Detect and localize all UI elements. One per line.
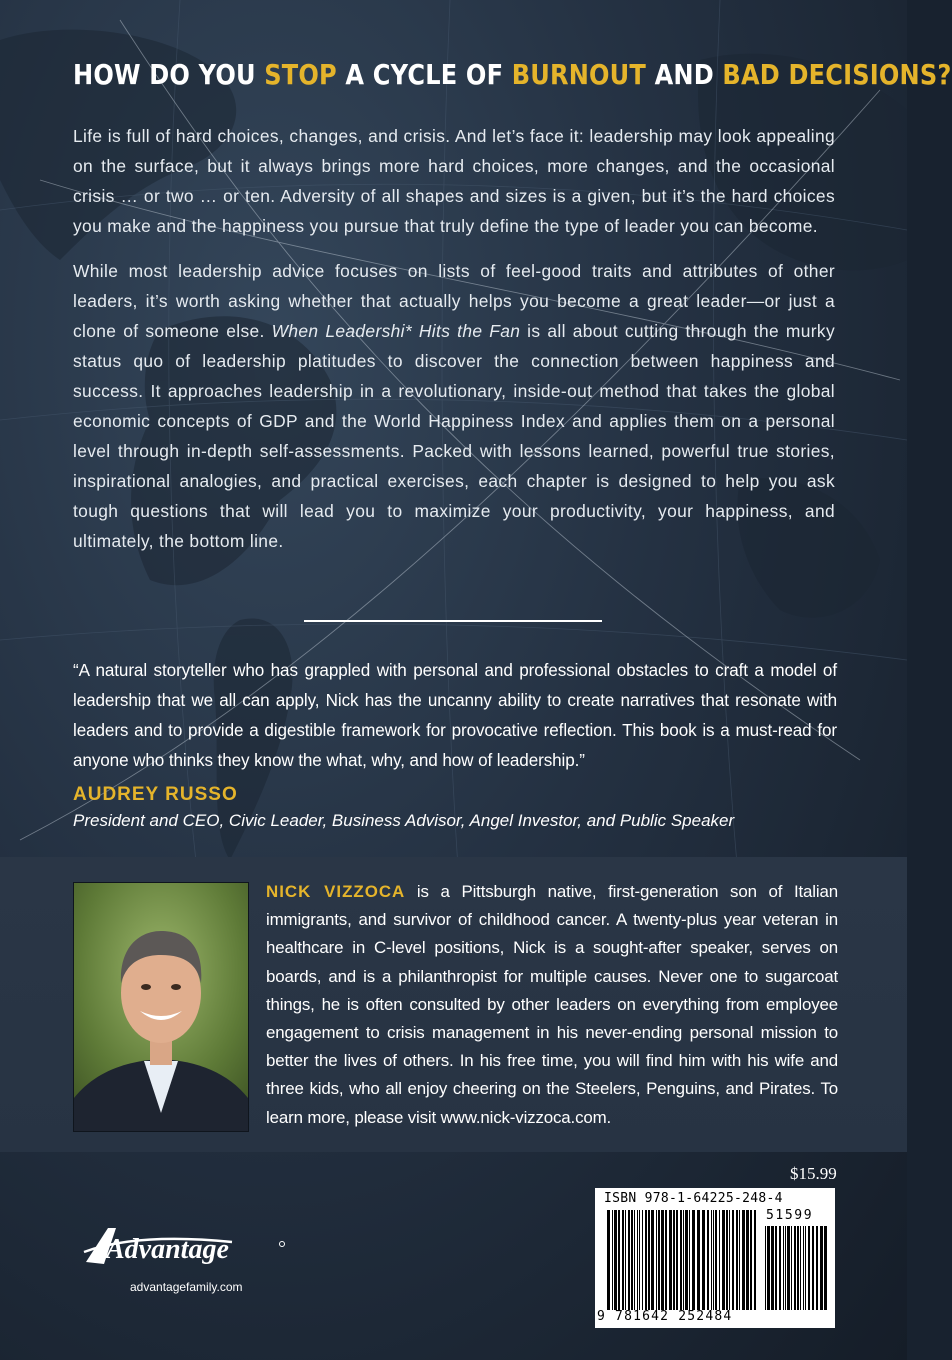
headline-highlight-burnout: BURNOUT xyxy=(511,58,647,91)
ean-digits: 9 781642 252484 xyxy=(597,1309,733,1324)
barcode-bar xyxy=(812,1226,814,1310)
addon-barcode-bars xyxy=(765,1226,831,1310)
description xyxy=(73,121,835,571)
barcode-bar xyxy=(715,1210,717,1310)
barcode-bar xyxy=(800,1226,801,1310)
barcode-bar xyxy=(661,1210,664,1310)
barcode-bar xyxy=(669,1210,672,1310)
barcode-bar xyxy=(742,1210,745,1310)
description-p2-end: is all about cutting through the murky status quo of leadership platitudes to discover the connection between happiness and success. It approaches leadership in a revolutionary, inside-out method that takes the global economic concepts of GDP and the World Happiness Index and applies them on a personal level through in-depth self-assessments. Packed with lessons learned, powerful true stories, inspirational analogies, and practical exercises, each chapter is designed to help you ask tough questions that will lead you to maximize your productivity, your happiness, and ultimately, the bottom line. xyxy=(73,321,835,551)
barcode-bar xyxy=(637,1210,638,1310)
barcode-bar xyxy=(820,1226,823,1310)
barcode-bar xyxy=(697,1210,700,1310)
barcode-bar xyxy=(754,1210,756,1310)
headline-part-3: AND xyxy=(646,58,723,91)
barcode-bar xyxy=(683,1210,684,1310)
isbn-text: ISBN 978-1-64225-248-4 xyxy=(604,1191,783,1206)
barcode-bar xyxy=(645,1210,647,1310)
book-title: When Leadershi* Hits the Fan xyxy=(271,321,521,341)
barcode-bar xyxy=(707,1210,709,1310)
barcode-bar xyxy=(702,1210,705,1310)
barcode-bar xyxy=(607,1210,610,1310)
barcode-bar xyxy=(651,1210,654,1310)
description-paragraph-1: Life is full of hard choices, changes, and crisis. And let’s face it: leadership may look appealing on the surface, but it always brings more hard choices, more changes, and the occasional crisis … or two … or ten. Adversity of all shapes and sizes is a given, but it’s the hard choices you make and the happiness you pursue that truly define the type of leader you can become. xyxy=(73,126,835,236)
barcode-bar xyxy=(676,1210,678,1310)
barcode-bar xyxy=(794,1226,796,1310)
author-bio xyxy=(266,878,838,1132)
barcode-bar xyxy=(665,1210,667,1310)
barcode-bar xyxy=(631,1210,633,1310)
barcode-bar xyxy=(783,1226,784,1310)
publisher-logo xyxy=(82,1222,292,1283)
barcode-bar xyxy=(791,1226,792,1310)
barcode-bar xyxy=(634,1210,635,1310)
testimonial-author: AUDREY RUSSO xyxy=(73,784,238,805)
divider xyxy=(304,620,602,622)
barcode-bar xyxy=(680,1210,682,1310)
barcode-bar xyxy=(803,1226,804,1310)
barcode-bar xyxy=(618,1210,620,1310)
barcode-bar xyxy=(689,1210,690,1310)
barcode-bar xyxy=(722,1210,725,1310)
barcode-bar xyxy=(785,1226,786,1310)
barcode-bar xyxy=(797,1226,799,1310)
headline-part-2: A CYCLE OF xyxy=(336,58,512,91)
barcode-bar xyxy=(775,1226,777,1310)
barcode-bar xyxy=(648,1210,650,1310)
barcode-bar xyxy=(729,1210,730,1310)
barcode-bar xyxy=(711,1210,712,1310)
testimonial-quote: “A natural storyteller who has grappled with personal and professional obstacles to craft a model of leadership that we all can apply, Nick has the uncanny ability to create narratives that resonate with leaders and to provide a digestible framework for provocative reflection. This book is a must-read for anyone who thinks they know the what, why, and how of leadership.” xyxy=(73,661,837,770)
description-p2-start: While most leadership advice focuses on lists of feel-good traits and attributes of other leaders, it’s worth asking whether that actually helps you become a great leader—or just a clone of someone else. xyxy=(73,261,835,341)
barcode-bar xyxy=(736,1210,738,1310)
barcode-bar xyxy=(612,1210,613,1310)
barcode-bar xyxy=(658,1210,660,1310)
barcode-bar xyxy=(625,1210,626,1310)
headline-part-1: HOW DO YOU xyxy=(73,58,265,91)
price: $15.99 xyxy=(790,1164,837,1183)
barcode-bar xyxy=(726,1210,728,1310)
author-photo xyxy=(73,882,249,1132)
barcode-bar xyxy=(765,1226,766,1310)
headline-highlight-bad-decisions: BAD DECISIONS? xyxy=(722,58,952,91)
barcode-bar xyxy=(719,1210,720,1310)
testimonial-author-title: President and CEO, Civic Leader, Business Advisor, Angel Investor, and Public Speaker xyxy=(73,811,735,830)
barcode-bar xyxy=(787,1226,790,1310)
barcode-bar xyxy=(713,1210,714,1310)
barcode-bar xyxy=(750,1210,752,1310)
barcode-bar xyxy=(622,1210,624,1310)
barcode-bar xyxy=(656,1210,657,1310)
barcode-bar xyxy=(673,1210,675,1310)
description-paragraph-2 xyxy=(73,256,835,556)
barcode-bar xyxy=(816,1226,818,1310)
ean-barcode-bars xyxy=(607,1210,757,1310)
barcode-bar xyxy=(805,1226,806,1310)
barcode-bar xyxy=(824,1226,827,1310)
isbn-barcode xyxy=(595,1188,835,1328)
barcode-bar xyxy=(685,1210,688,1310)
barcode-bar xyxy=(614,1210,617,1310)
barcode-bar xyxy=(642,1210,643,1310)
barcode-bar xyxy=(628,1210,630,1310)
publisher-logo-text: Advantage xyxy=(106,1234,229,1265)
barcode-bar xyxy=(779,1226,781,1310)
author-bio-text: is a Pittsburgh native, first-generation son of Italian immigrants, and survivor of childhood cancer. A twenty-plus year veteran in healthcare in C-level positions, Nick is a sought-after speaker, serves on boards, and is a philanthropist for multiple causes. Never one to sugarcoat things, he is often consulted by other leaders on everything from employee engagement to crisis management in his never-ending personal mission to better the lives of others. In his free time, you will find him with his wife and three kids, who all enjoy cheering on the Steelers, Penguins, and Pirates. To learn more, please visit www.nick-vizzoca.com. xyxy=(266,882,838,1127)
author-name: NICK VIZZOCA xyxy=(266,882,406,901)
barcode-bar xyxy=(739,1210,740,1310)
barcode-bar xyxy=(808,1226,810,1310)
headline xyxy=(73,58,952,91)
barcode-bar xyxy=(692,1210,695,1310)
barcode-bar xyxy=(767,1226,770,1310)
publisher-url: advantagefamily.com xyxy=(130,1280,243,1294)
barcode-bar xyxy=(732,1210,734,1310)
price-code-digits: 51599 xyxy=(766,1208,814,1223)
barcode-bar xyxy=(639,1210,640,1310)
barcode-bar xyxy=(771,1226,774,1310)
barcode-bar xyxy=(746,1210,749,1310)
headline-highlight-stop: STOP xyxy=(264,58,337,91)
